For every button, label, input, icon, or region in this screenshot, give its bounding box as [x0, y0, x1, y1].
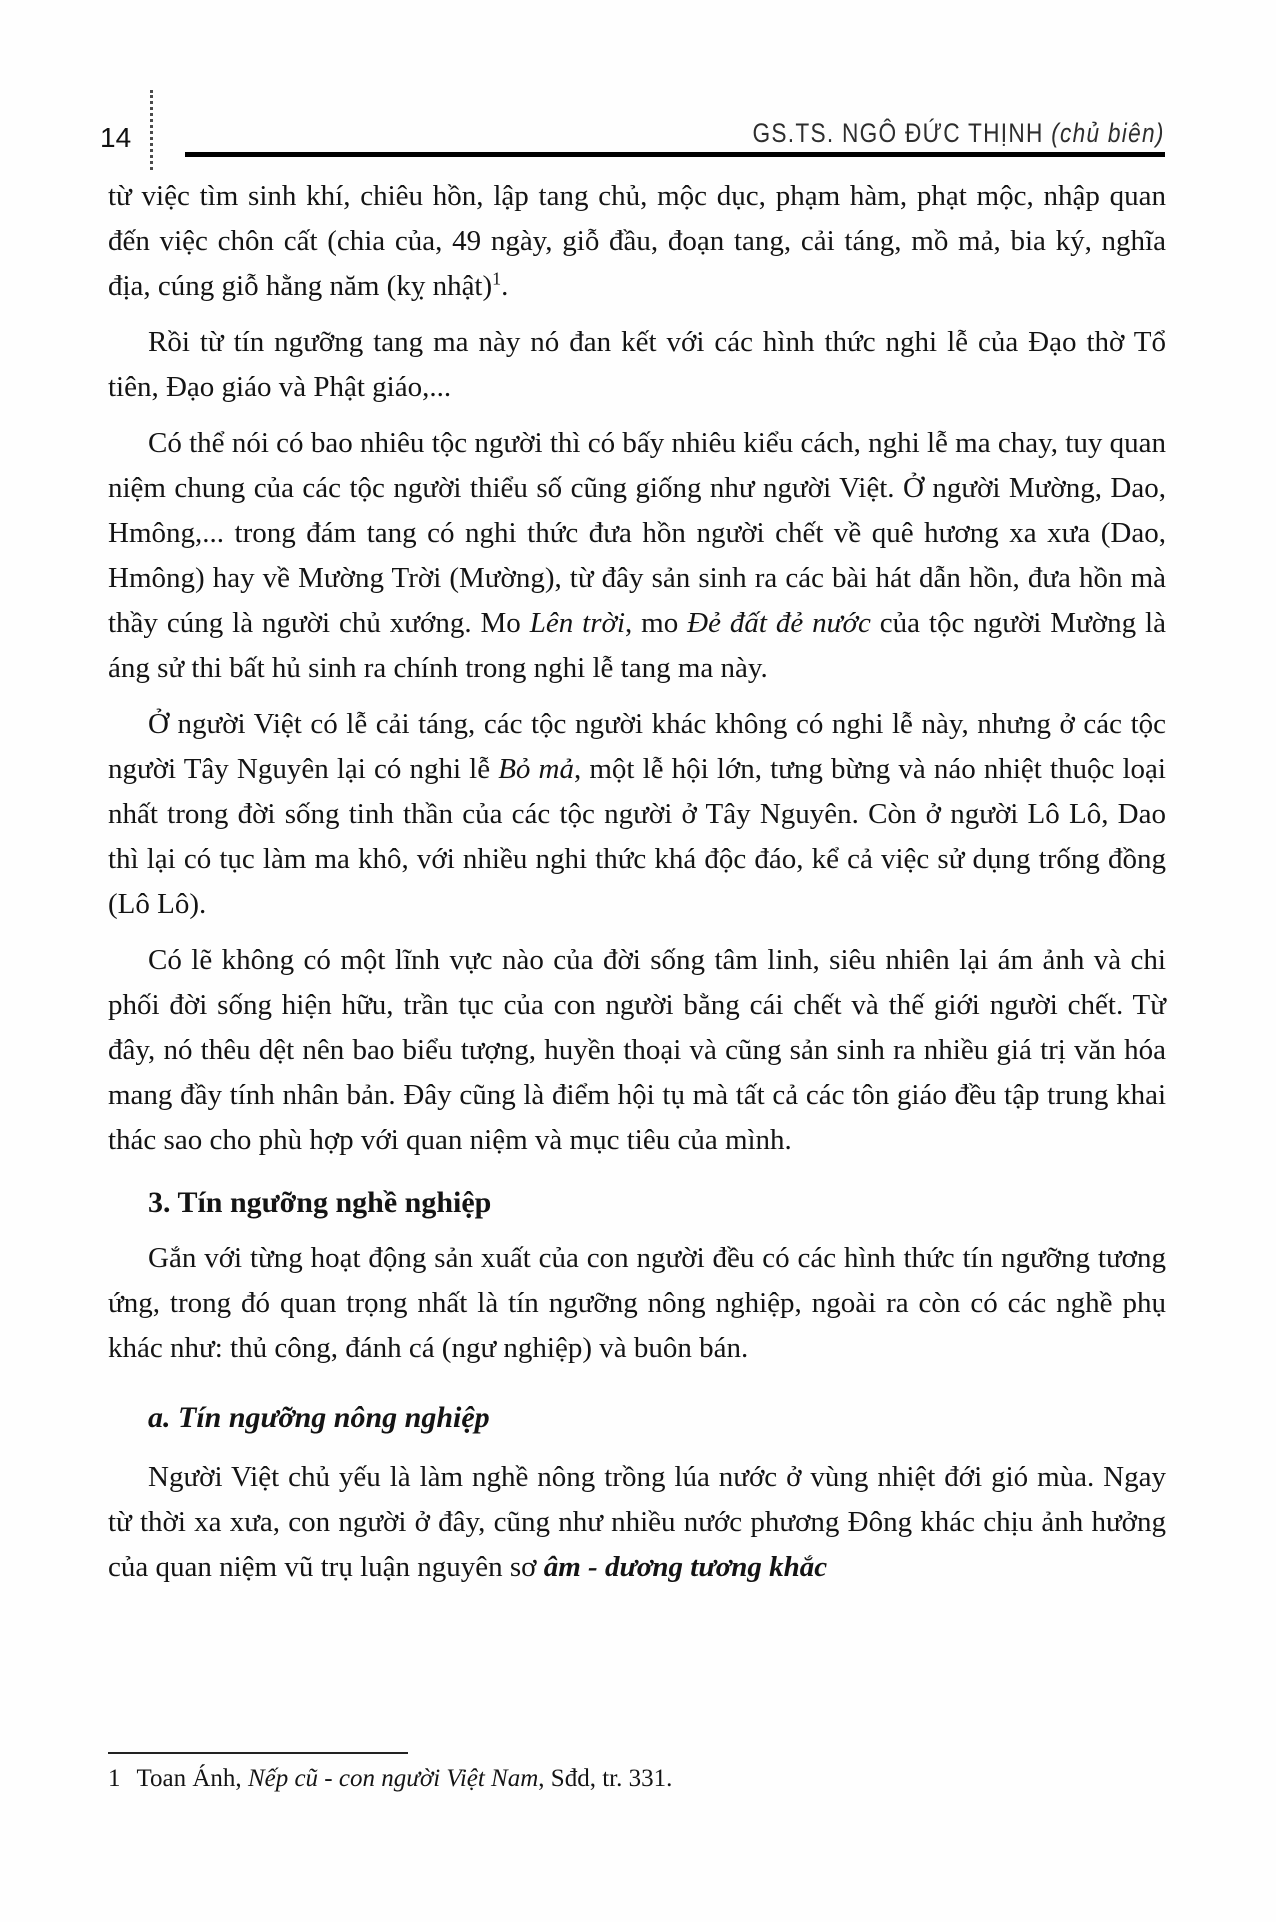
text-run: Toan Ánh,	[136, 1765, 248, 1792]
text-run-italic: Nếp cũ - con người Việt Nam	[247, 1765, 539, 1792]
text-run: Gắn với từng hoạt động sản xuất của con người đều có các hình thức tín ngưỡng tương ứng, trong đó quan trọng nhất là tín ngưỡng nông nghiệp, ngoài ra còn có các nghề phụ khác như: thủ công, đánh cá (ngư nghiệp) và buôn bán.	[108, 1242, 1166, 1364]
paragraph	[108, 421, 1166, 691]
body-text	[108, 174, 1166, 1601]
subsection-heading	[108, 1395, 1166, 1440]
running-title-role: (chủ biên)	[1051, 118, 1165, 148]
text-run: từ việc tìm sinh khí, chiêu hồn, lập tang chủ, mộc dục, phạm hàm, phạt mộc, nhập quan đến việc chôn cất (chia của, 49 ngày, giỗ đầu, đoạn tang, cải táng, mồ mả, bia ký, nghĩa địa, cúng giỗ hằng năm (kỵ nhật)	[108, 180, 1166, 302]
text-run: , Sđd, tr. 331.	[538, 1765, 673, 1792]
paragraph	[108, 320, 1166, 410]
text-run: , một lễ hội lớn, tưng bừng và náo nhiệt thuộc loại nhất trong đời sống tinh thần của các tộc người ở Tây Nguyên. Còn ở người Lô Lô, Dao thì lại có tục làm ma khô, với nhiều nghi thức khá độc đáo, kể cả việc sử dụng trống đồng (Lô Lô).	[108, 753, 1166, 920]
text-run: 3. Tín ngưỡng nghề nghiệp	[148, 1186, 492, 1219]
running-title-author: GS.TS. NGÔ ĐỨC THỊNH	[752, 118, 1052, 148]
paragraph	[108, 938, 1166, 1163]
header-rule	[185, 94, 1165, 157]
footnote-marker: 1	[108, 1765, 121, 1792]
text-run-italic: Bỏ mả	[498, 753, 574, 785]
paragraph	[108, 174, 1166, 309]
footnote	[108, 1762, 1166, 1796]
text-run: của tộc người Mường là áng sử thi bất hủ sinh ra chính trong nghi lễ tang ma này.	[108, 607, 1166, 684]
text-run: .	[501, 270, 509, 302]
text-run: Rồi từ tín ngưỡng tang ma này nó đan kết với các hình thức nghi lễ của Đạo thờ Tổ tiên, Đạo giáo và Phật giáo,...	[108, 326, 1166, 403]
paragraph	[108, 702, 1166, 927]
text-run: Có lẽ không có một lĩnh vực nào của đời sống tâm linh, siêu nhiên lại ám ảnh và chi phối đời sống hiện hữu, trần tục của con người bằng cái chết và thế giới người chết. Từ đây, nó thêu dệt nên bao biểu tượng, huyền thoại và cũng sản sinh ra nhiều giá trị văn hóa mang đầy tính nhân bản. Đây cũng là điểm hội tụ mà tất cả các tôn giáo đều tập trung khai thác sao cho phù hợp với quan niệm và mục tiêu của mình.	[108, 944, 1166, 1156]
text-run-italic: Lên trời	[529, 607, 626, 639]
text-run: Có thể nói có bao nhiêu tộc người thì có bấy nhiêu kiểu cách, nghi lễ ma chay, tuy quan niệm chung của các tộc người thiểu số cũng giống như người Việt. Ở người Mường, Dao, Hmông,... trong đám tang có nghi thức đưa hồn người chết về quê hương xa xưa (Dao, Hmông) hay về Mường Trời (Mường), từ đây sản sinh ra các bài hát dẫn hồn, đưa hồn mà thầy cúng là người chủ xướng. Mo	[108, 427, 1166, 639]
footnote-separator	[108, 1752, 408, 1754]
paragraph	[108, 1236, 1166, 1371]
running-title	[753, 118, 1165, 152]
text-run-bold-italic: âm - dương tương khắc	[543, 1551, 828, 1583]
text-run: Ở người Việt có lễ cải táng, các tộc người khác không có nghi lễ này, nhưng ở các tộc người Tây Nguyên lại có nghi lễ	[108, 708, 1166, 785]
text-run: a. Tín ngưỡng nông nghiệp	[148, 1401, 490, 1434]
section-heading	[108, 1180, 1166, 1225]
header-ornament-line	[150, 90, 153, 170]
page-number: 14	[100, 122, 132, 153]
footnote-reference: 1	[492, 268, 502, 289]
text-run: Người Việt chủ yếu là làm nghề nông trồng lúa nước ở vùng nhiệt đới gió mùa. Ngay từ thời xa xưa, con người ở đây, cũng như nhiều nước phương Đông khác chịu ảnh hưởng của quan niệm vũ trụ luận nguyên sơ	[108, 1461, 1166, 1583]
text-run: , mo	[625, 607, 688, 639]
paragraph	[108, 1455, 1166, 1590]
footnote-text	[137, 1765, 673, 1792]
text-run-italic: Đẻ đất đẻ nước	[687, 607, 871, 639]
